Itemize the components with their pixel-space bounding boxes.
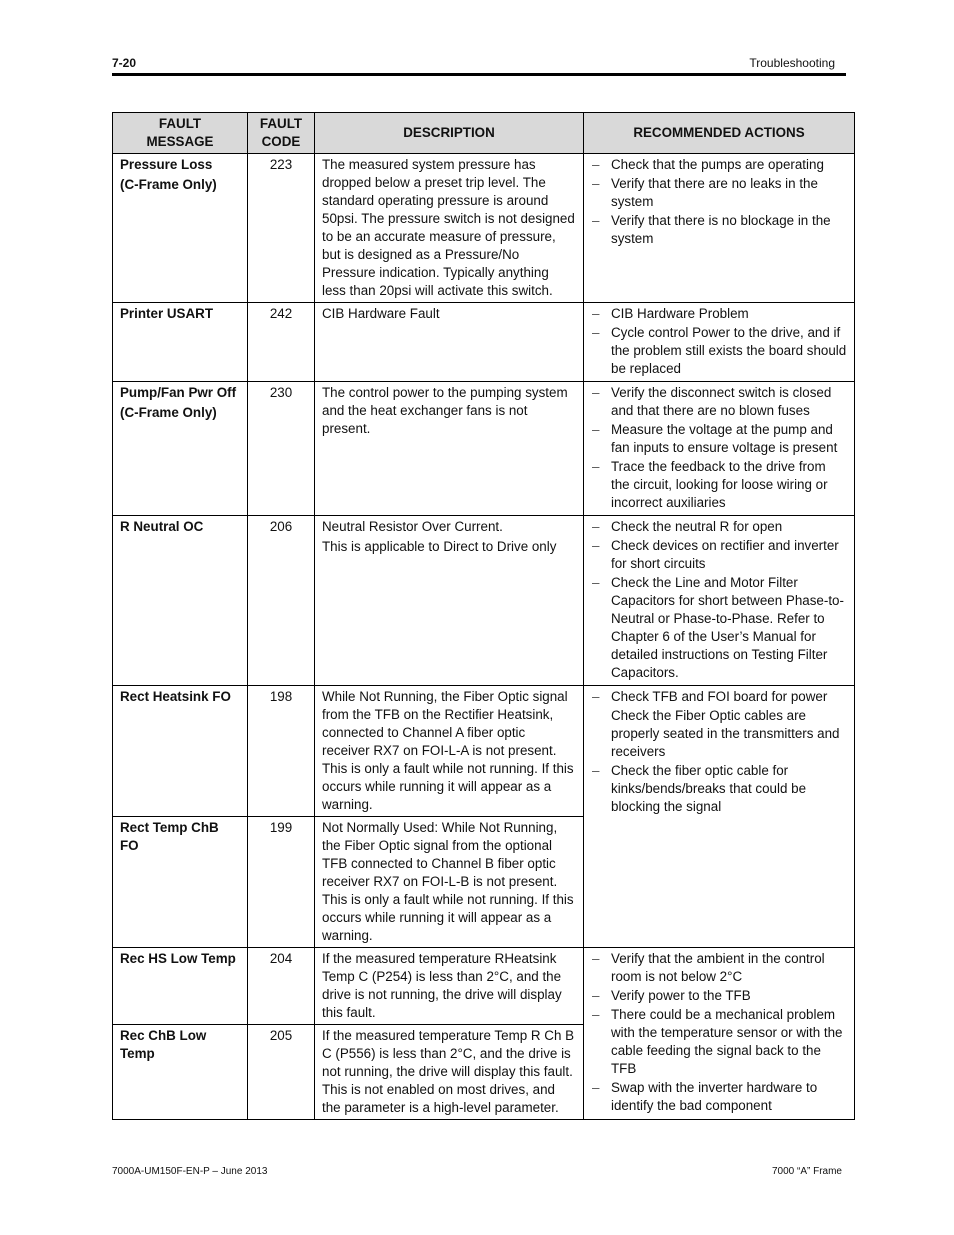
description-cell <box>315 686 584 817</box>
action-item: – Verify the disconnect switch is closed and that there are no blown fuses <box>592 385 832 418</box>
table-row <box>113 686 855 817</box>
action-item: – Measure the voltage at the pump and fan inputs to ensure voltage is present <box>592 422 838 455</box>
fault-code: 199 <box>248 817 315 948</box>
dash-bullet-icon: – <box>592 988 600 1003</box>
dash-bullet-icon: – <box>592 1007 600 1022</box>
actions-cell <box>584 303 855 382</box>
fault-message-cell <box>113 948 248 1025</box>
fault-message: Rec HS Low Temp <box>120 951 236 966</box>
table-row <box>113 382 855 516</box>
dash-bullet-icon: – <box>592 1080 600 1095</box>
description-cell <box>315 382 584 516</box>
fault-message-cell <box>113 817 248 948</box>
fault-code: 198 <box>248 686 315 817</box>
dash-bullet-icon: – <box>592 951 600 966</box>
description-cell <box>315 1025 584 1120</box>
fault-code: 204 <box>248 948 315 1025</box>
description-cell <box>315 817 584 948</box>
description-note: This is applicable to Direct to Drive only <box>322 539 557 554</box>
action-item: – Check the Line and Motor Filter Capacitors for short between Phase-to-Neutral or Phase-to-Phase. Refer to Chapter 6 of the User’s Manual for detailed instructions on Testing Filter Capacitors. <box>592 575 844 680</box>
action-item: Check the Fiber Optic cables are properly seated in the transmitters and receivers <box>611 708 840 759</box>
page-number: 7-20 <box>112 56 137 70</box>
column-header-recommended-actions: RECOMMENDED ACTIONS <box>584 113 855 154</box>
table-row <box>113 516 855 686</box>
fault-code: 205 <box>248 1025 315 1120</box>
action-item: – CIB Hardware Problem <box>592 306 749 321</box>
header-rule <box>112 73 846 76</box>
action-item: – Check devices on rectifier and inverter for short circuits <box>592 538 839 571</box>
fault-table <box>112 112 855 1120</box>
table-row <box>113 303 855 382</box>
actions-cell <box>584 382 855 516</box>
fault-message-qualifier: (C-Frame Only) <box>120 177 217 192</box>
action-item: – Cycle control Power to the drive, and if the problem still exists the board should be replaced <box>592 325 847 376</box>
action-item: – Trace the feedback to the drive from the circuit, looking for loose wiring or incorrect auxiliaries <box>592 459 828 510</box>
table-row <box>113 948 855 1025</box>
description-cell <box>315 516 584 686</box>
dash-bullet-icon: – <box>592 306 600 321</box>
action-list <box>592 950 847 1115</box>
fault-message: Pressure Loss <box>120 157 213 172</box>
action-list <box>592 305 847 378</box>
fault-message-cell <box>113 382 248 516</box>
fault-message-cell <box>113 154 248 303</box>
dash-bullet-icon: – <box>592 459 600 474</box>
action-list <box>592 518 847 682</box>
dash-bullet-icon: – <box>592 385 600 400</box>
actions-cell <box>584 948 855 1120</box>
actions-cell <box>584 686 855 948</box>
actions-cell <box>584 154 855 303</box>
fault-message-cell <box>113 686 248 817</box>
action-item: – Swap with the inverter hardware to identify the bad component <box>592 1080 818 1113</box>
dash-bullet-icon: – <box>592 176 600 191</box>
dash-bullet-icon: – <box>592 689 600 704</box>
fault-message-cell <box>113 1025 248 1120</box>
fault-message-cell <box>113 303 248 382</box>
fault-message: R Neutral OC <box>120 519 204 534</box>
fault-code: 223 <box>248 154 315 303</box>
fault-message: Printer USART <box>120 306 214 321</box>
footer-product: 7000 “A” Frame <box>771 1166 842 1177</box>
description-cell <box>315 948 584 1025</box>
dash-bullet-icon: – <box>592 575 600 590</box>
description-cell <box>315 154 584 303</box>
action-item: – Check the fiber optic cable for kinks/bends/breaks that could be blocking the signal <box>592 763 807 814</box>
column-header-description: DESCRIPTION <box>315 113 584 154</box>
action-item: – Check that the pumps are operating <box>592 157 824 172</box>
dash-bullet-icon: – <box>592 325 600 340</box>
description-text: If the measured temperature RHeatsink Temp C (P254) is less than 2°C, and the drive is not running, the drive will display this fault. <box>322 951 562 1020</box>
action-item: – Check the neutral R for open <box>592 519 783 534</box>
action-item: – Verify power to the TFB <box>592 988 751 1003</box>
fault-code: 242 <box>248 303 315 382</box>
column-header-fault-code: FAULT CODE <box>248 113 315 154</box>
footer-document-id: 7000A-UM150F-EN-P – June 2013 <box>112 1166 268 1177</box>
actions-cell <box>584 516 855 686</box>
fault-message-qualifier: (C-Frame Only) <box>120 405 217 420</box>
action-list <box>592 156 847 248</box>
fault-message: Pump/Fan Pwr Off <box>120 385 237 400</box>
action-item: – Verify that the ambient in the control room is not below 2°C <box>592 951 825 984</box>
dash-bullet-icon: – <box>592 213 600 228</box>
dash-bullet-icon: – <box>592 538 600 553</box>
fault-code: 230 <box>248 382 315 516</box>
action-item: – There could be a mechanical problem with the temperature sensor or with the cable feeding the signal back to the TFB <box>592 1007 843 1076</box>
fault-message: Rect Heatsink FO <box>120 689 231 704</box>
action-list <box>592 384 847 512</box>
fault-message-cell <box>113 516 248 686</box>
dash-bullet-icon: – <box>592 422 600 437</box>
description-text: CIB Hardware Fault <box>322 306 440 321</box>
column-header-fault-message: FAULT MESSAGE <box>113 113 248 154</box>
dash-bullet-icon: – <box>592 763 600 778</box>
description-text: While Not Running, the Fiber Optic signal from the TFB on the Rectifier Heatsink, connected to Channel A fiber optic receiver RX7 on FOI-L-A is not present. This is only a fault while not running. If this occurs while running it will appear as a warning. <box>322 689 574 812</box>
section-title: Troubleshooting <box>749 56 835 70</box>
action-item: – Verify that there are no leaks in the system <box>592 176 818 209</box>
fault-code: 206 <box>248 516 315 686</box>
table-header-row <box>113 113 855 154</box>
description-cell <box>315 303 584 382</box>
description-text: Neutral Resistor Over Current. <box>322 519 503 534</box>
fault-message: Rec ChB Low Temp <box>120 1028 207 1061</box>
description-text: The control power to the pumping system and the heat exchanger fans is not present. <box>322 385 568 436</box>
dash-bullet-icon: – <box>592 519 600 534</box>
action-item: – Check TFB and FOI board for power <box>592 689 828 704</box>
table-row <box>113 154 855 303</box>
description-text: If the measured temperature Temp R Ch B C (P556) is less than 2°C, and the drive is not running, the drive will display this fault. This is not enabled on most drives, and the parameter is a high-level parameter. <box>322 1028 575 1115</box>
dash-bullet-icon: – <box>592 157 600 172</box>
action-list <box>592 688 847 816</box>
fault-message: Rect Temp ChB FO <box>120 820 219 853</box>
action-item: – Verify that there is no blockage in the system <box>592 213 831 246</box>
description-text: Not Normally Used: While Not Running, the Fiber Optic signal from the optional TFB connected to Channel B fiber optic receiver RX7 on FOI-L-B is not present. This is only a fault while not running. If this occurs while running it will appear as a warning. <box>322 820 574 943</box>
description-text: The measured system pressure has dropped below a preset trip level. The standard operating pressure is around 50psi. The pressure switch is not designed to be an accurate measure of pressure, but is designed as a Pressure/No Pressure indication. Typically anything less than 20psi will activate this switch. <box>322 157 575 298</box>
